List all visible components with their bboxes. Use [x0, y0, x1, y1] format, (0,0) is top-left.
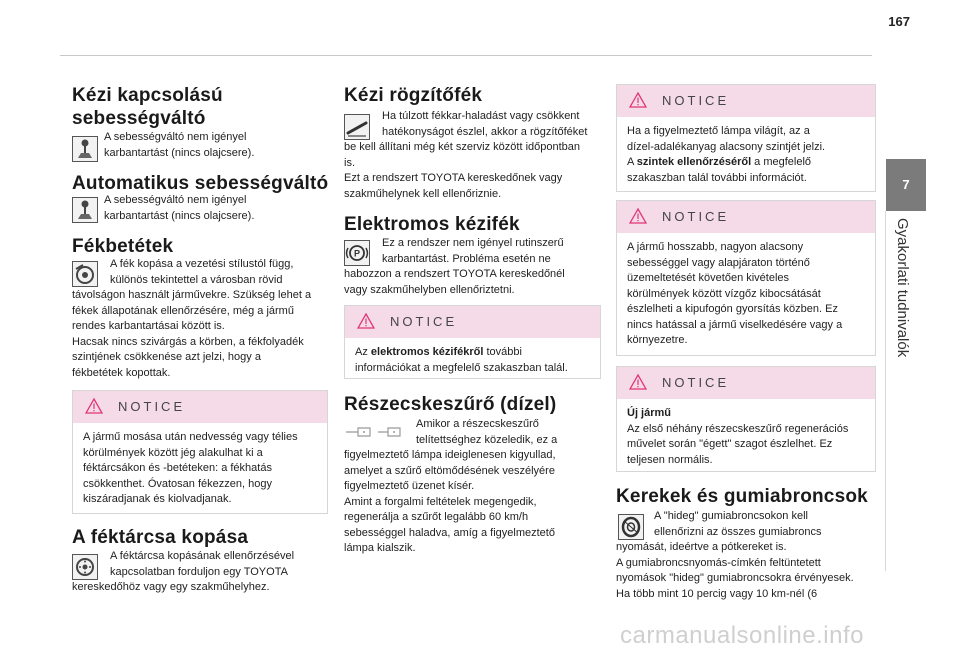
notice-box-electric-brake	[344, 305, 601, 379]
warning-triangle-icon	[629, 208, 647, 224]
link-level-checks[interactable]: szintek ellenőrzéséről	[636, 156, 752, 168]
tyres-text: A "hideg" gumiabroncsokon kell ellenőrizni az összes gumiabroncs nyomását, ideértve a pótkereket is. A gumiabroncsnyomás-címkén feltüntetett nyomások "hideg" gumiabroncsokra érvényesek. Ha több mint 10 percig vagy 10 km-nél (6	[616, 510, 854, 600]
header-divider	[60, 55, 872, 56]
notice-text: Ha a figyelmeztető lámpa világít, az a dízel-adalékanyag alacsony szintjét jelzi. A szintek ellenőrzéséről a megfelelő szakaszban talál további információt.	[627, 125, 826, 184]
section-title-tyres: Kerekek és gumiabroncsok	[616, 486, 868, 507]
notice-label: NOTICE	[118, 399, 186, 414]
notice-label: NOTICE	[662, 93, 730, 108]
warning-triangle-icon	[357, 313, 375, 329]
notice-box-new-vehicle	[616, 366, 876, 472]
gear-stick-icon	[72, 197, 98, 223]
disc-wear-text: A féktárcsa kopásának ellenőrzésével kapcsolatban forduljon egy TOYOTA kereskedőhöz vagy egy szakműhelyhez.	[72, 550, 295, 593]
page-number: 167	[888, 14, 910, 29]
electric-parking-brake-text: Ez a rendszer nem igényel rutinszerű karbantartást. Probléma esetén ne habozzon a rendszert TOYOTA kereskedőnél vagy szakműhelyben ellenőriztetni.	[344, 237, 565, 296]
section-title-particle-filter: Részecskeszűrő (dízel)	[344, 394, 557, 415]
section-title-electric-parking-brake: Elektromos kézifék	[344, 214, 520, 235]
notice-box-additive-level	[616, 84, 876, 192]
notice-text: Az elektromos kézifékről további információkat a megfelelő szakaszban talál.	[355, 346, 568, 374]
side-divider	[885, 211, 886, 571]
section-title-manual-gearbox: Kézi kapcsolású sebességváltó	[72, 85, 223, 129]
auto-gearbox-text: A sebességváltó nem igényel karbantartást (nincs olajcsere).	[104, 194, 255, 222]
link-electric-parking-brake[interactable]: elektromos kézifékről	[370, 346, 484, 358]
notice-label: NOTICE	[662, 209, 730, 224]
manual-gearbox-text: A sebességváltó nem igényel karbantartást (nincs olajcsere).	[104, 131, 255, 159]
notice-header	[345, 306, 600, 338]
parking-brake-text: Ha túlzott fékkar-haladást vagy csökkent hatékonyságot észlel, akkor a rögzítőféket be kell állítani még két szerviz között időpontban is. Ezt a rendszert TOYOTA kereskedőnek vagy szakműhelynek kell ellenőriznie.	[344, 110, 588, 200]
section-title-disc-wear: A féktárcsa kopása	[72, 527, 249, 548]
notice-text: Új jármű Az első néhány részecskeszűrő regenerációs művelet során "égett" szagot észlelhet. Ez teljesen normális.	[627, 407, 849, 466]
notice-text: A jármű mosása után nedvesség vagy télies körülmények között jég alakulhat ki a féktárcsákon és -betéteken: a fékhatás csökkenthet. Óvatosan fékezzen, hogy kiszáradjanak és kiolvadjanak.	[83, 431, 298, 505]
chapter-title: Gyakorlati tudnivalók	[894, 218, 911, 358]
brake-pads-text: A fék kopása a vezetési stílustól függ, különös tekintettel a városban rövid távolságon használt járművekre. Szükség lehet a fékek állapotának ellenőrzésére, még a jármű rendes karbantartásai között is. Hacsak nincs szivárgás a körben, a fékfolyadék szintjének csökkenése azt jelzi, hogy a fékbetétek kopottak.	[72, 258, 312, 379]
watermark: carmanualsonline.info	[620, 622, 864, 649]
warning-triangle-icon	[85, 398, 103, 414]
warning-triangle-icon	[629, 374, 647, 390]
notice-header	[617, 367, 875, 399]
notice-box-brake-moisture	[72, 390, 328, 514]
chapter-tab[interactable]: 7	[886, 159, 926, 211]
notice-label: NOTICE	[390, 314, 458, 329]
notice-label: NOTICE	[662, 375, 730, 390]
notice-header	[617, 85, 875, 117]
warning-triangle-icon	[629, 92, 647, 108]
particle-filter-text: Amikor a részecskeszűrő telítettséghez közeledik, ez a figyelmeztető lámpa ideiglenesen kigyullad, amelyet a szűrő eltömődésének veszélyére figyelmeztető üzenet kísér. Amint a forgalmi feltételek megengedik, regenerálja a szűrőt legalább 60 km/h sebességgel haladva, amíg a figyelmeztető lámpa kialszik.	[344, 418, 558, 554]
notice-header	[617, 201, 875, 233]
section-title-auto-gearbox: Automatikus sebességváltó	[72, 173, 329, 194]
gear-stick-icon	[72, 136, 98, 162]
notice-box-water-vapour	[616, 200, 876, 356]
section-title-brake-pads: Fékbetétek	[72, 236, 174, 257]
notice-text: A jármű hosszabb, nagyon alacsony sebességgel vagy alapjáraton történő üzemeltetését követően kivételes körülmények között vízgőz kibocsátását észlelheti a kipufogón gyorsítás közben. Ez nincs hatással a jármű viselkedésére vagy a környezetre.	[627, 241, 843, 346]
svg-text:P: P	[353, 248, 361, 259]
section-title-parking-brake: Kézi rögzítőfék	[344, 85, 483, 106]
notice-header	[73, 391, 327, 423]
